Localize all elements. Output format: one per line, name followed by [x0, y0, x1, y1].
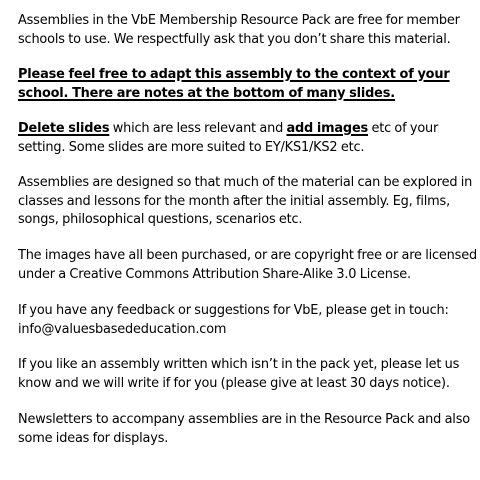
- paragraph-feedback-contact: [18, 302, 470, 339]
- add-images-emphasis: add images: [286, 121, 369, 136]
- paragraph-image-licensing: [18, 247, 477, 284]
- text-line: Assemblies in the VbE Membership Resource Pack are free for member: [18, 13, 460, 28]
- paragraph-adapt-assembly: [18, 66, 470, 103]
- text-line: If you have any feedback or suggestions for VbE, please get in touch:: [18, 303, 449, 318]
- text-line: songs, philosophical questions, scenarios etc.: [18, 212, 303, 228]
- text-line: [18, 120, 470, 139]
- text-run: etc of your: [368, 121, 439, 136]
- text-line: Assemblies are designed so that much of the material can be explored in: [18, 175, 473, 190]
- paragraph-delete-slides: [18, 120, 470, 157]
- text-line: The images have all been purchased, or are copyright free or are licensed: [18, 248, 477, 263]
- paragraph-membership-notice: [18, 12, 470, 49]
- text-line: setting. Some slides are more suited to EY/KS1/KS2 etc.: [18, 139, 365, 155]
- contact-email: info@valuesbasededucation.com: [18, 321, 227, 337]
- text-line: If you like an assembly written which isn’t in the pack yet, please let us: [18, 357, 460, 372]
- emphasis-line: Please feel free to adapt this assembly to the context of your: [18, 67, 450, 82]
- text-line: under a Creative Commons Attribution Share-Alike 3.0 License.: [18, 266, 411, 282]
- text-line: know and we will write if for you (please give at least 30 days notice).: [18, 375, 450, 391]
- text-run: which are less relevant and: [109, 121, 287, 136]
- text-line: classes and lessons for the month after the initial assembly. Eg, films,: [18, 193, 451, 209]
- text-line: schools to use. We respectfully ask that you don’t share this material.: [18, 31, 451, 47]
- delete-slides-emphasis: Delete slides: [18, 121, 110, 136]
- text-line: Newsletters to accompany assemblies are in the Resource Pack and also: [18, 412, 470, 427]
- paragraph-newsletters: [18, 411, 470, 448]
- paragraph-request-assembly: [18, 356, 470, 393]
- emphasis-line: school. There are notes at the bottom of many slides.: [18, 85, 395, 101]
- paragraph-assembly-design: [18, 174, 473, 230]
- text-line: some ideas for displays.: [18, 430, 169, 446]
